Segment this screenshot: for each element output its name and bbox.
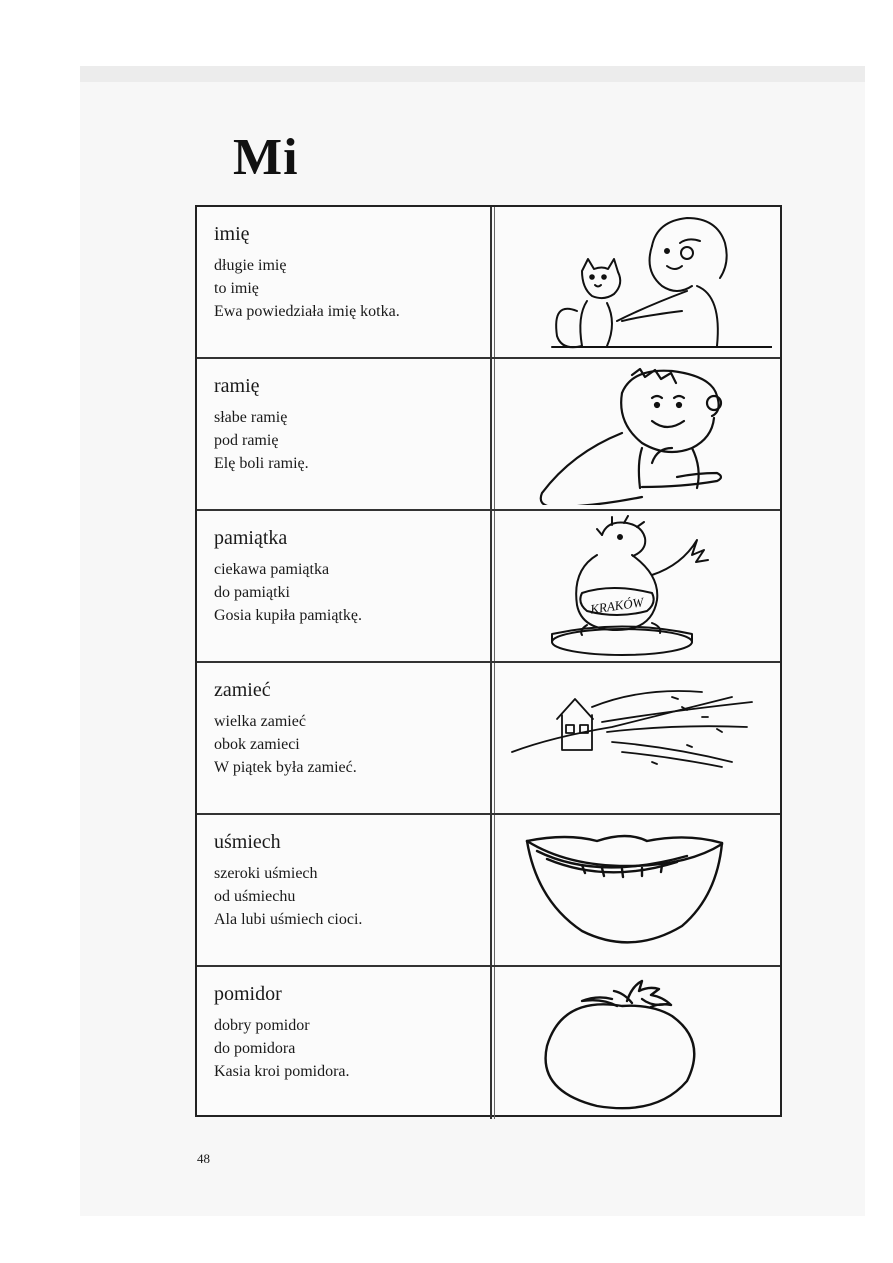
vocab-line: od uśmiechu [214, 888, 296, 905]
column-divider [494, 359, 495, 509]
vocab-line: do pomidora [214, 1040, 296, 1057]
souvenir-label: KRAKÓW [589, 594, 645, 617]
vocab-line: obok zamieci [214, 736, 300, 753]
smile-lips-icon [502, 819, 772, 961]
vocab-line: do pamiątki [214, 584, 290, 601]
vocab-text [214, 527, 484, 627]
boy-arm-icon [502, 363, 772, 505]
tomato-icon [502, 971, 772, 1113]
vocab-word: zamieć [214, 679, 271, 701]
vocab-line: Ala lubi uśmiech cioci. [214, 911, 363, 928]
snowstorm-house-icon [502, 667, 772, 809]
vocab-row [197, 967, 780, 1119]
vocab-line: Elę boli ramię. [214, 455, 309, 472]
column-divider [490, 967, 492, 1119]
column-divider [494, 511, 495, 661]
vocab-line: Ewa powiedziała imię kotka. [214, 303, 400, 320]
scan-edge [80, 66, 865, 82]
vocab-line: ciekawa pamiątka [214, 561, 330, 578]
vocab-line: dobry pomidor [214, 1017, 310, 1034]
column-divider [494, 663, 495, 813]
column-divider [490, 815, 492, 965]
column-divider [490, 207, 492, 357]
column-divider [490, 663, 492, 813]
vocab-word: imię [214, 223, 250, 245]
vocab-word: pamiątka [214, 527, 288, 549]
column-divider [494, 815, 495, 965]
vocab-word: ramię [214, 375, 260, 397]
vocab-word: uśmiech [214, 831, 281, 853]
vocab-word: pomidor [214, 983, 282, 1005]
column-divider [494, 207, 495, 357]
vocabulary-table [195, 205, 782, 1117]
vocab-line: pod ramię [214, 432, 279, 449]
vocab-row [197, 663, 780, 815]
vocab-line: długie imię [214, 257, 287, 274]
vocab-line: to imię [214, 280, 259, 297]
vocab-line: Gosia kupiła pamiątkę. [214, 607, 362, 624]
vocab-line: słabe ramię [214, 409, 288, 426]
vocab-row [197, 207, 780, 359]
column-divider [490, 359, 492, 509]
vocab-text [214, 223, 484, 323]
vocab-text [214, 983, 484, 1083]
vocab-line: W piątek była zamieć. [214, 759, 357, 776]
column-divider [490, 511, 492, 661]
vocab-row [197, 815, 780, 967]
page-heading: Mi [233, 129, 299, 186]
vocab-line: szeroki uśmiech [214, 865, 318, 882]
vocab-row [197, 511, 780, 663]
vocab-text [214, 375, 484, 475]
column-divider [494, 967, 495, 1119]
vocab-line: Kasia kroi pomidora. [214, 1063, 350, 1080]
dragon-souvenir-icon [502, 515, 772, 657]
vocab-text [214, 679, 484, 779]
vocab-text [214, 831, 484, 931]
page-number: 48 [197, 1151, 210, 1166]
girl-with-cat-icon [502, 211, 772, 353]
vocab-row [197, 359, 780, 511]
vocab-line: wielka zamieć [214, 713, 306, 730]
